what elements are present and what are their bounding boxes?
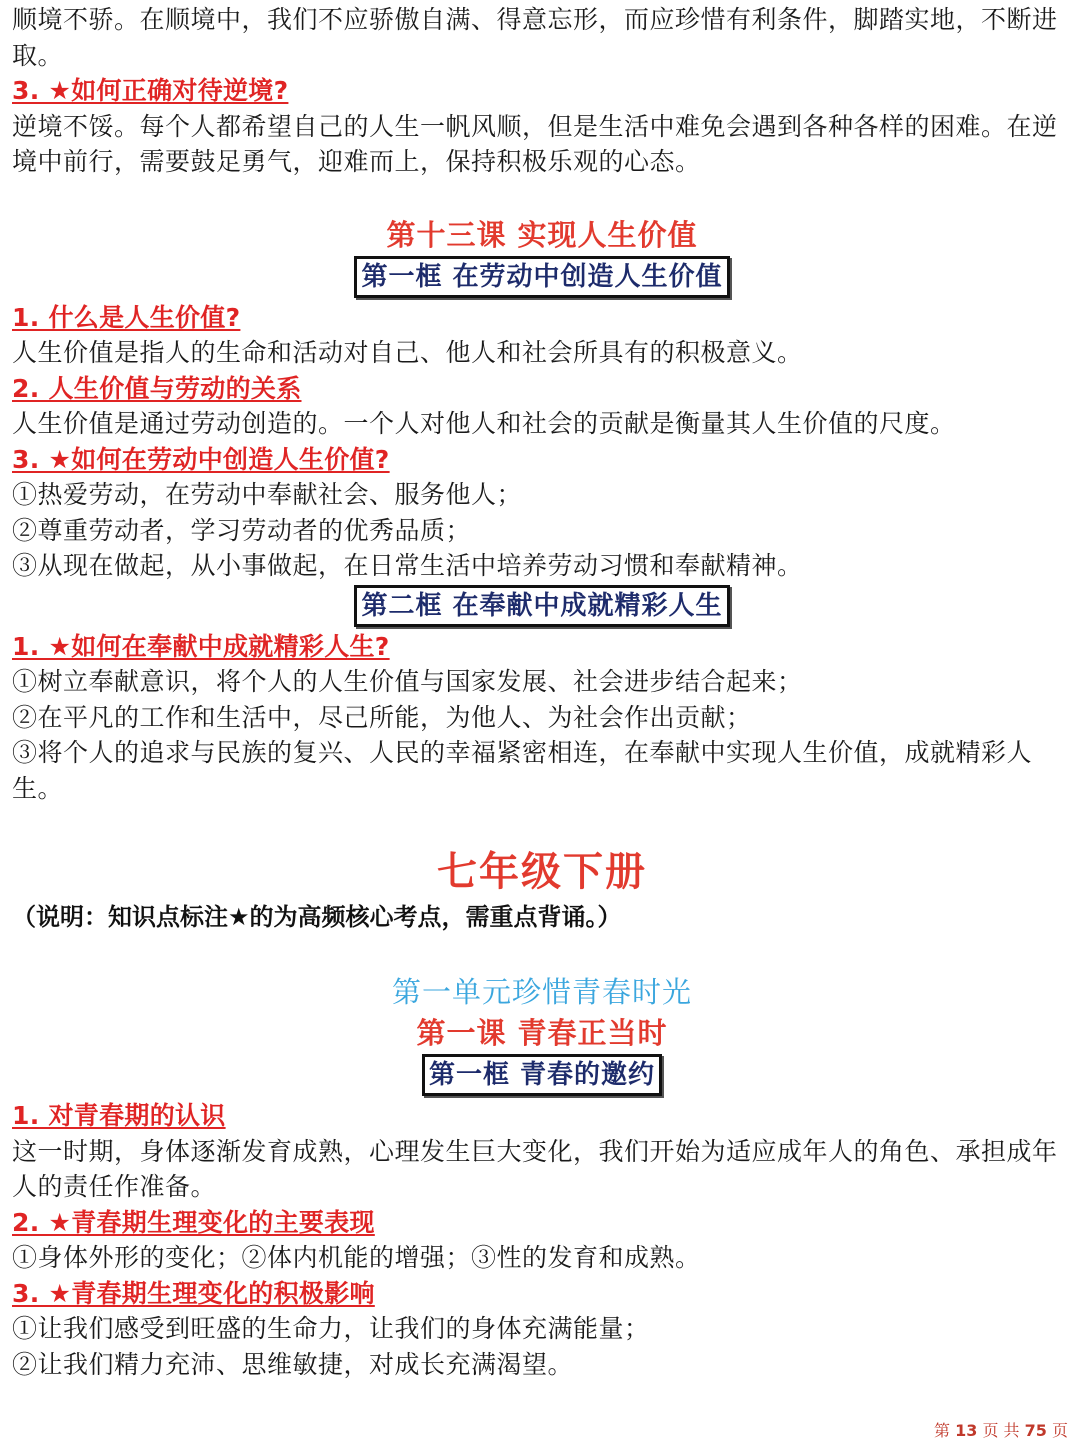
answer-item: ③从现在做起，从小事做起，在日常生活中培养劳动习惯和奉献精神。 bbox=[12, 551, 803, 580]
answer-paragraph: 人生价值是指人的生命和活动对自己、他人和社会所具有的积极意义。 bbox=[12, 338, 803, 367]
footer-suffix: 页 bbox=[1046, 1421, 1068, 1440]
answer-item: ①让我们感受到旺盛的生命力，让我们的身体充满能量； bbox=[12, 1314, 650, 1343]
grade-title: 七年级下册 bbox=[437, 849, 647, 895]
question-heading: 2. ★青春期生理变化的主要表现 bbox=[12, 1207, 375, 1237]
answer-paragraph: 人生价值是通过劳动创造的。一个人对他人和社会的贡献是衡量其人生价值的尺度。 bbox=[12, 409, 956, 438]
unit-title: 第一单元珍惜青春时光 bbox=[391, 975, 692, 1009]
answer-paragraph: 逆境不馁。每个人都希望自己的人生一帆风顺，但是生活中难免会遇到各种各样的困难。在逆境中前行，需要鼓足勇气，迎难而上，保持积极乐观的心态。 bbox=[12, 111, 1058, 176]
answer-item: ②尊重劳动者，学习劳动者的优秀品质； bbox=[12, 515, 472, 545]
question-heading: 1. 什么是人生价值? bbox=[12, 302, 241, 332]
document-page bbox=[12, 0, 1072, 1382]
question-heading: 3. ★青春期生理变化的积极影响 bbox=[12, 1278, 375, 1308]
question-heading: 1. 对青春期的认识 bbox=[12, 1101, 226, 1130]
answer-item: ②让我们精力充沛、思维敏捷，对成长充满渴望。 bbox=[12, 1349, 574, 1379]
answer-item: ②在平凡的工作和生活中，尽己所能，为他人、为社会作出贡献； bbox=[12, 702, 752, 732]
question-heading: 1. ★如何在奉献中成就精彩人生? bbox=[12, 631, 390, 661]
answer-item: ①树立奉献意识，将个人的人生价值与国家发展、社会进步结合起来； bbox=[12, 667, 803, 696]
answer-item: ③将个人的追求与民族的复兴、人民的幸福紧密相连，在奉献中实现人生价值，成就精彩人生。 bbox=[12, 738, 1033, 803]
current-page-number: 13 bbox=[955, 1421, 978, 1440]
question-heading: 3. ★如何在劳动中创造人生价值? bbox=[12, 444, 390, 474]
page-footer bbox=[934, 1418, 1068, 1441]
total-page-number: 75 bbox=[1024, 1421, 1047, 1440]
answer-item: ①热爱劳动，在劳动中奉献社会、服务他人； bbox=[12, 480, 523, 509]
footer-prefix: 第 bbox=[934, 1421, 956, 1440]
lesson-title: 第一课 青春正当时 bbox=[416, 1016, 668, 1050]
note-text: （说明：知识点标注★的为高频核心考点，需重点背诵。） bbox=[12, 903, 622, 931]
intro-paragraph: 顺境不骄。在顺境中，我们不应骄傲自满、得意忘形，而应珍惜有利条件，脚踏实地，不断进取。 bbox=[12, 5, 1058, 70]
frame-title: 第二框 在奉献中成就精彩人生 bbox=[354, 585, 729, 627]
question-heading: 3. ★如何正确对待逆境? bbox=[12, 76, 289, 105]
lesson-title: 第十三课 实现人生价值 bbox=[386, 217, 698, 252]
frame-title: 第一框 在劳动中创造人生价值 bbox=[354, 256, 729, 298]
answer-paragraph: 这一时期，身体逐渐发育成熟，心理发生巨大变化，我们开始为适应成年人的角色、承担成年人的责任作准备。 bbox=[12, 1136, 1058, 1201]
footer-middle: 页 共 bbox=[977, 1421, 1025, 1440]
frame-title: 第一框 青春的邀约 bbox=[422, 1054, 662, 1096]
question-heading: 2. 人生价值与劳动的关系 bbox=[12, 373, 302, 403]
answer-paragraph: ①身体外形的变化；②体内机能的增强；③性的发育和成熟。 bbox=[12, 1243, 701, 1272]
